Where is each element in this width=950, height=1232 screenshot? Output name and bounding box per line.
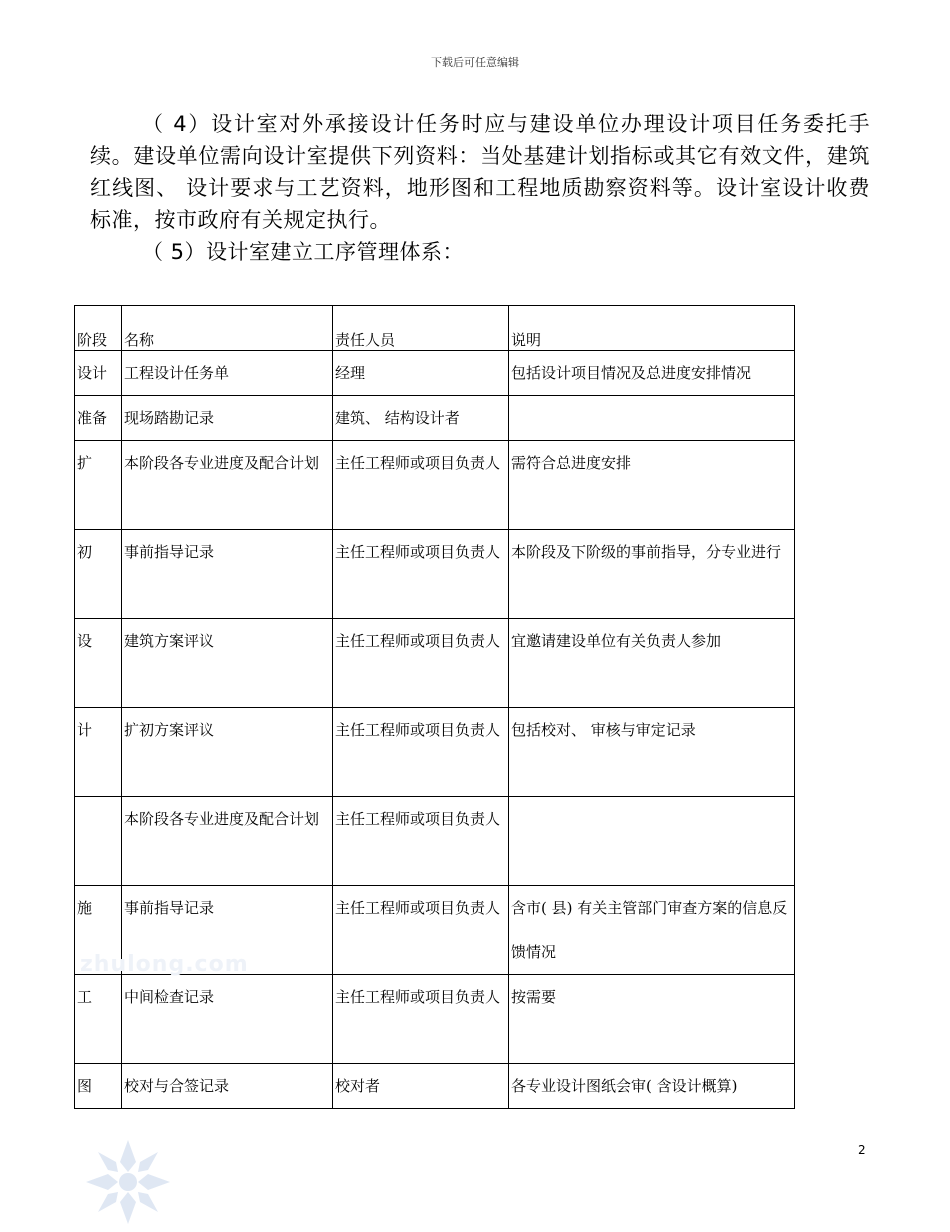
name-cell: 现场踏勘记录	[122, 396, 333, 441]
stage-cell: 图	[75, 1064, 122, 1109]
table-header-cell: 说明	[509, 306, 795, 351]
stage-cell: 设	[75, 619, 122, 708]
note-cell: 各专业设计图纸会审( 含设计概算)	[509, 1064, 795, 1109]
watermark-text: zhulong.com	[80, 952, 249, 977]
table-header-cell: 责任人员	[333, 306, 509, 351]
name-cell: 事前指导记录	[122, 530, 333, 619]
person-cell: 主任工程师或项目负责人	[333, 441, 509, 530]
name-cell: 建筑方案评议	[122, 619, 333, 708]
note-cell	[509, 797, 795, 886]
person-cell: 校对者	[333, 1064, 509, 1109]
person-cell: 主任工程师或项目负责人	[333, 708, 509, 797]
stage-cell: 扩	[75, 441, 122, 530]
person-cell: 建筑、 结构设计者	[333, 396, 509, 441]
name-cell: 事前指导记录	[122, 886, 333, 975]
note-cell	[509, 396, 795, 441]
table-header-cell: 阶段	[75, 306, 122, 351]
stage-cell: 设计	[75, 351, 122, 396]
table-row	[75, 975, 795, 1064]
body-text	[90, 108, 870, 268]
stage-cell	[75, 797, 122, 886]
name-cell: 本阶段各专业进度及配合计划	[122, 797, 333, 886]
stage-cell: 施	[75, 886, 122, 975]
table-row	[75, 708, 795, 797]
name-cell: 本阶段各专业进度及配合计划	[122, 441, 333, 530]
table-row	[75, 1064, 795, 1109]
table-row	[75, 396, 795, 441]
note-cell: 需符合总进度安排	[509, 441, 795, 530]
page-number: 2	[858, 1143, 866, 1157]
note-cell: 包括校对、 审核与审定记录	[509, 708, 795, 797]
table-row	[75, 351, 795, 396]
table-row	[75, 441, 795, 530]
person-cell: 主任工程师或项目负责人	[333, 886, 509, 975]
name-cell: 校对与合签记录	[122, 1064, 333, 1109]
stage-cell: 工	[75, 975, 122, 1064]
paragraph-5: （ 5）设计室建立工序管理体系：	[142, 240, 465, 264]
stage-cell: 准备	[75, 396, 122, 441]
snowflake-logo-icon	[78, 1132, 178, 1232]
person-cell: 主任工程师或项目负责人	[333, 530, 509, 619]
page-header: 下载后可任意编辑	[431, 56, 519, 69]
stage-cell: 计	[75, 708, 122, 797]
note-cell: 宜邀请建设单位有关负责人参加	[509, 619, 795, 708]
table-header-cell: 名称	[122, 306, 333, 351]
stage-cell: 初	[75, 530, 122, 619]
name-cell: 中间检查记录	[122, 975, 333, 1064]
person-cell: 主任工程师或项目负责人	[333, 975, 509, 1064]
person-cell: 主任工程师或项目负责人	[333, 797, 509, 886]
person-cell: 经理	[333, 351, 509, 396]
table-row	[75, 530, 795, 619]
table-header-row	[75, 306, 795, 351]
process-table	[74, 305, 795, 1109]
note-cell: 包括设计项目情况及总进度安排情况	[509, 351, 795, 396]
name-cell: 工程设计任务单	[122, 351, 333, 396]
table-row	[75, 797, 795, 886]
person-cell: 主任工程师或项目负责人	[333, 619, 509, 708]
paragraph-4: （ 4）设计室对外承接设计任务时应与建设单位办理设计项目任务委托手续。建设单位需向设计室提供下列资料：当处基建计划指标或其它有效文件，建筑红线图、 设计要求与工艺资料，地形图和工程地质勘察资料等。设计室设计收费标准，按市政府有关规定执行。	[90, 112, 870, 232]
name-cell: 扩初方案评议	[122, 708, 333, 797]
note-cell: 本阶段及下阶级的事前指导，分专业进行	[509, 530, 795, 619]
note-cell: 按需要	[509, 975, 795, 1064]
note-cell: 含市( 县) 有关主管部门审查方案的信息反馈情况	[509, 886, 795, 975]
table-row	[75, 619, 795, 708]
